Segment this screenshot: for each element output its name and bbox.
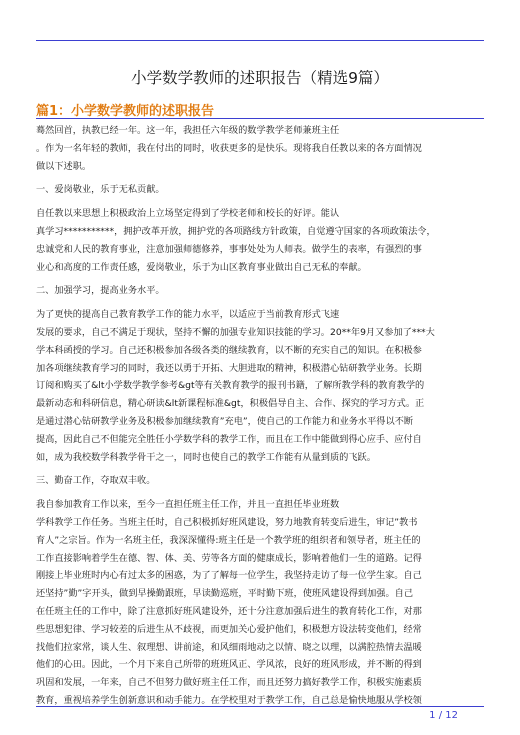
text-line: 为了更快的提高自己教育教学工作的能力水平，以适应于当前教育形式飞速	[36, 309, 340, 321]
sub-heading: 三、勤奋工作，夺取双丰收。	[36, 475, 156, 487]
text-line: 做以下述职。	[36, 160, 92, 172]
text-line: 业心和高度的工作责任感，爱岗敬业，乐于为山区教育事业做出自己无私的奉献。	[36, 261, 367, 273]
text-line: 学本科函授的学习。自己还积极参加各级各类的继续教育，以不断的充实自己的知识。在积极参	[36, 344, 422, 356]
text-line: 育人”之宗旨。作为一名班主任，我深深懂得:班主任是一个教学班的组织者和领导者，班主任的	[36, 534, 421, 546]
sub-heading: 一、爱岗敬业，乐于无私贡献。	[36, 184, 165, 196]
text-line: 找他们拉家常，谈人生、叙理想、讲前途，和风细雨地动之以情、晓之以理，以满腔热情去温暖	[36, 641, 422, 653]
text-line: 忠诚党和人民的教育事业，注意加强师德修养，事事处处为人师表。做学生的表率，有强烈的事	[36, 243, 422, 255]
text-line: 巩固和发展，一年来，自己不但努力做好班主任工作，而且还努力搞好教学工作，积极实施素质	[36, 677, 422, 689]
section-heading: 篇1：小学数学教师的述职报告	[36, 104, 215, 119]
text-line: 真学习***********，拥护改革开放，拥护党的各项路线方针政策，自觉遵守国家的各项政策法令，	[36, 225, 436, 237]
text-line: 蓦然回首，执教已经一年。这一年，我担任六年级的数学教学老师兼班主任	[36, 125, 340, 136]
text-line: 。作为一名年轻的教师，我在付出的同时，收获更多的是快乐。现将我自任教以来的各方面情况	[36, 142, 422, 154]
text-line: 他们的心田。因此，一个月下来自己所带的班班风正、学风浓，良好的班风形成，并不断的得到	[36, 659, 422, 671]
text-line: 还坚持”勤”字开头，做到早操勤跟班，早读勤巡班，平时勤下班，使班风建设得到加强。自己	[36, 588, 414, 600]
page-number: 1 / 12	[429, 710, 458, 721]
text-line: 刚接上毕业班时内心有过太多的困惑，为了了解每一位学生，我坚持走访了每一位学生家。自己	[36, 570, 422, 582]
document-body	[36, 122, 488, 710]
text-line: 订阅和购买了&lt小学数学教学参考&gt等有关教育教学的报刊书籍，了解所教学科的教育教学的	[36, 380, 425, 392]
text-line: 最新动态和科研信息，精心研读&lt新课程标准&gt，积极倡导自主、合作、探究的学习方式。正	[36, 398, 425, 410]
footer-rule	[36, 706, 484, 707]
text-line: 教育，重视培养学生创新意识和动手能力。在学校里对于教学工作，自己总是愉快地服从学校领	[36, 694, 422, 706]
text-line: 学科教学工作任务。当班主任时，自己积极抓好班风建设，努力地教育转变后进生，审记”教书	[36, 516, 418, 528]
text-line: 发展的要求，自己不满足于现状，坚持不懈的加强专业知识技能的学习。20**年9月又参加了***大	[36, 326, 435, 338]
text-line: 工作直接影响着学生在德、智、体、美、劳等各方面的健康成长，影响着他们一生的道路。记得	[36, 552, 422, 564]
document-title: 小学数学教师的述职报告（精选9篇）	[131, 69, 389, 87]
text-line: 些思想犯律、学习较差的后进生从不歧视，而更加关心爱护他们，积极想方设法转变他们，经常	[36, 623, 422, 635]
text-line: 如，成为我校数学科教学骨干之一，同时也使自己的教学工作能有从量到质的飞跃。	[36, 451, 376, 463]
text-line: 是通过潜心钻研教学业务及积极参加继续教育”充电”，使自己的工作能力和业务水平得以不断	[36, 415, 414, 427]
section-rule	[36, 118, 484, 119]
text-line: 提高，因此自己不但能完全胜任小学数学科的教学工作，而且在工作中能做到得心应手、应付自	[36, 433, 422, 445]
text-line: 在任班主任的工作中，除了注意抓好班风建设外，还十分注意加强后进生的教育转化工作，对那	[36, 605, 422, 617]
text-line: 加各项继续教育学习的同时，我还以勇于开拓、大胆进取的精神，积极潜心钻研教学业务。长期	[36, 362, 422, 374]
header-rule	[36, 40, 484, 41]
sub-heading: 二、加强学习，提高业务水平。	[36, 285, 165, 297]
text-line: 自任教以来思想上积极政治上立场坚定得到了学校老师和校长的好评。能认	[36, 208, 340, 220]
text-line: 我自参加教育工作以来，至今一直担任班主任工作，并且一直担任毕业班数	[36, 499, 340, 511]
